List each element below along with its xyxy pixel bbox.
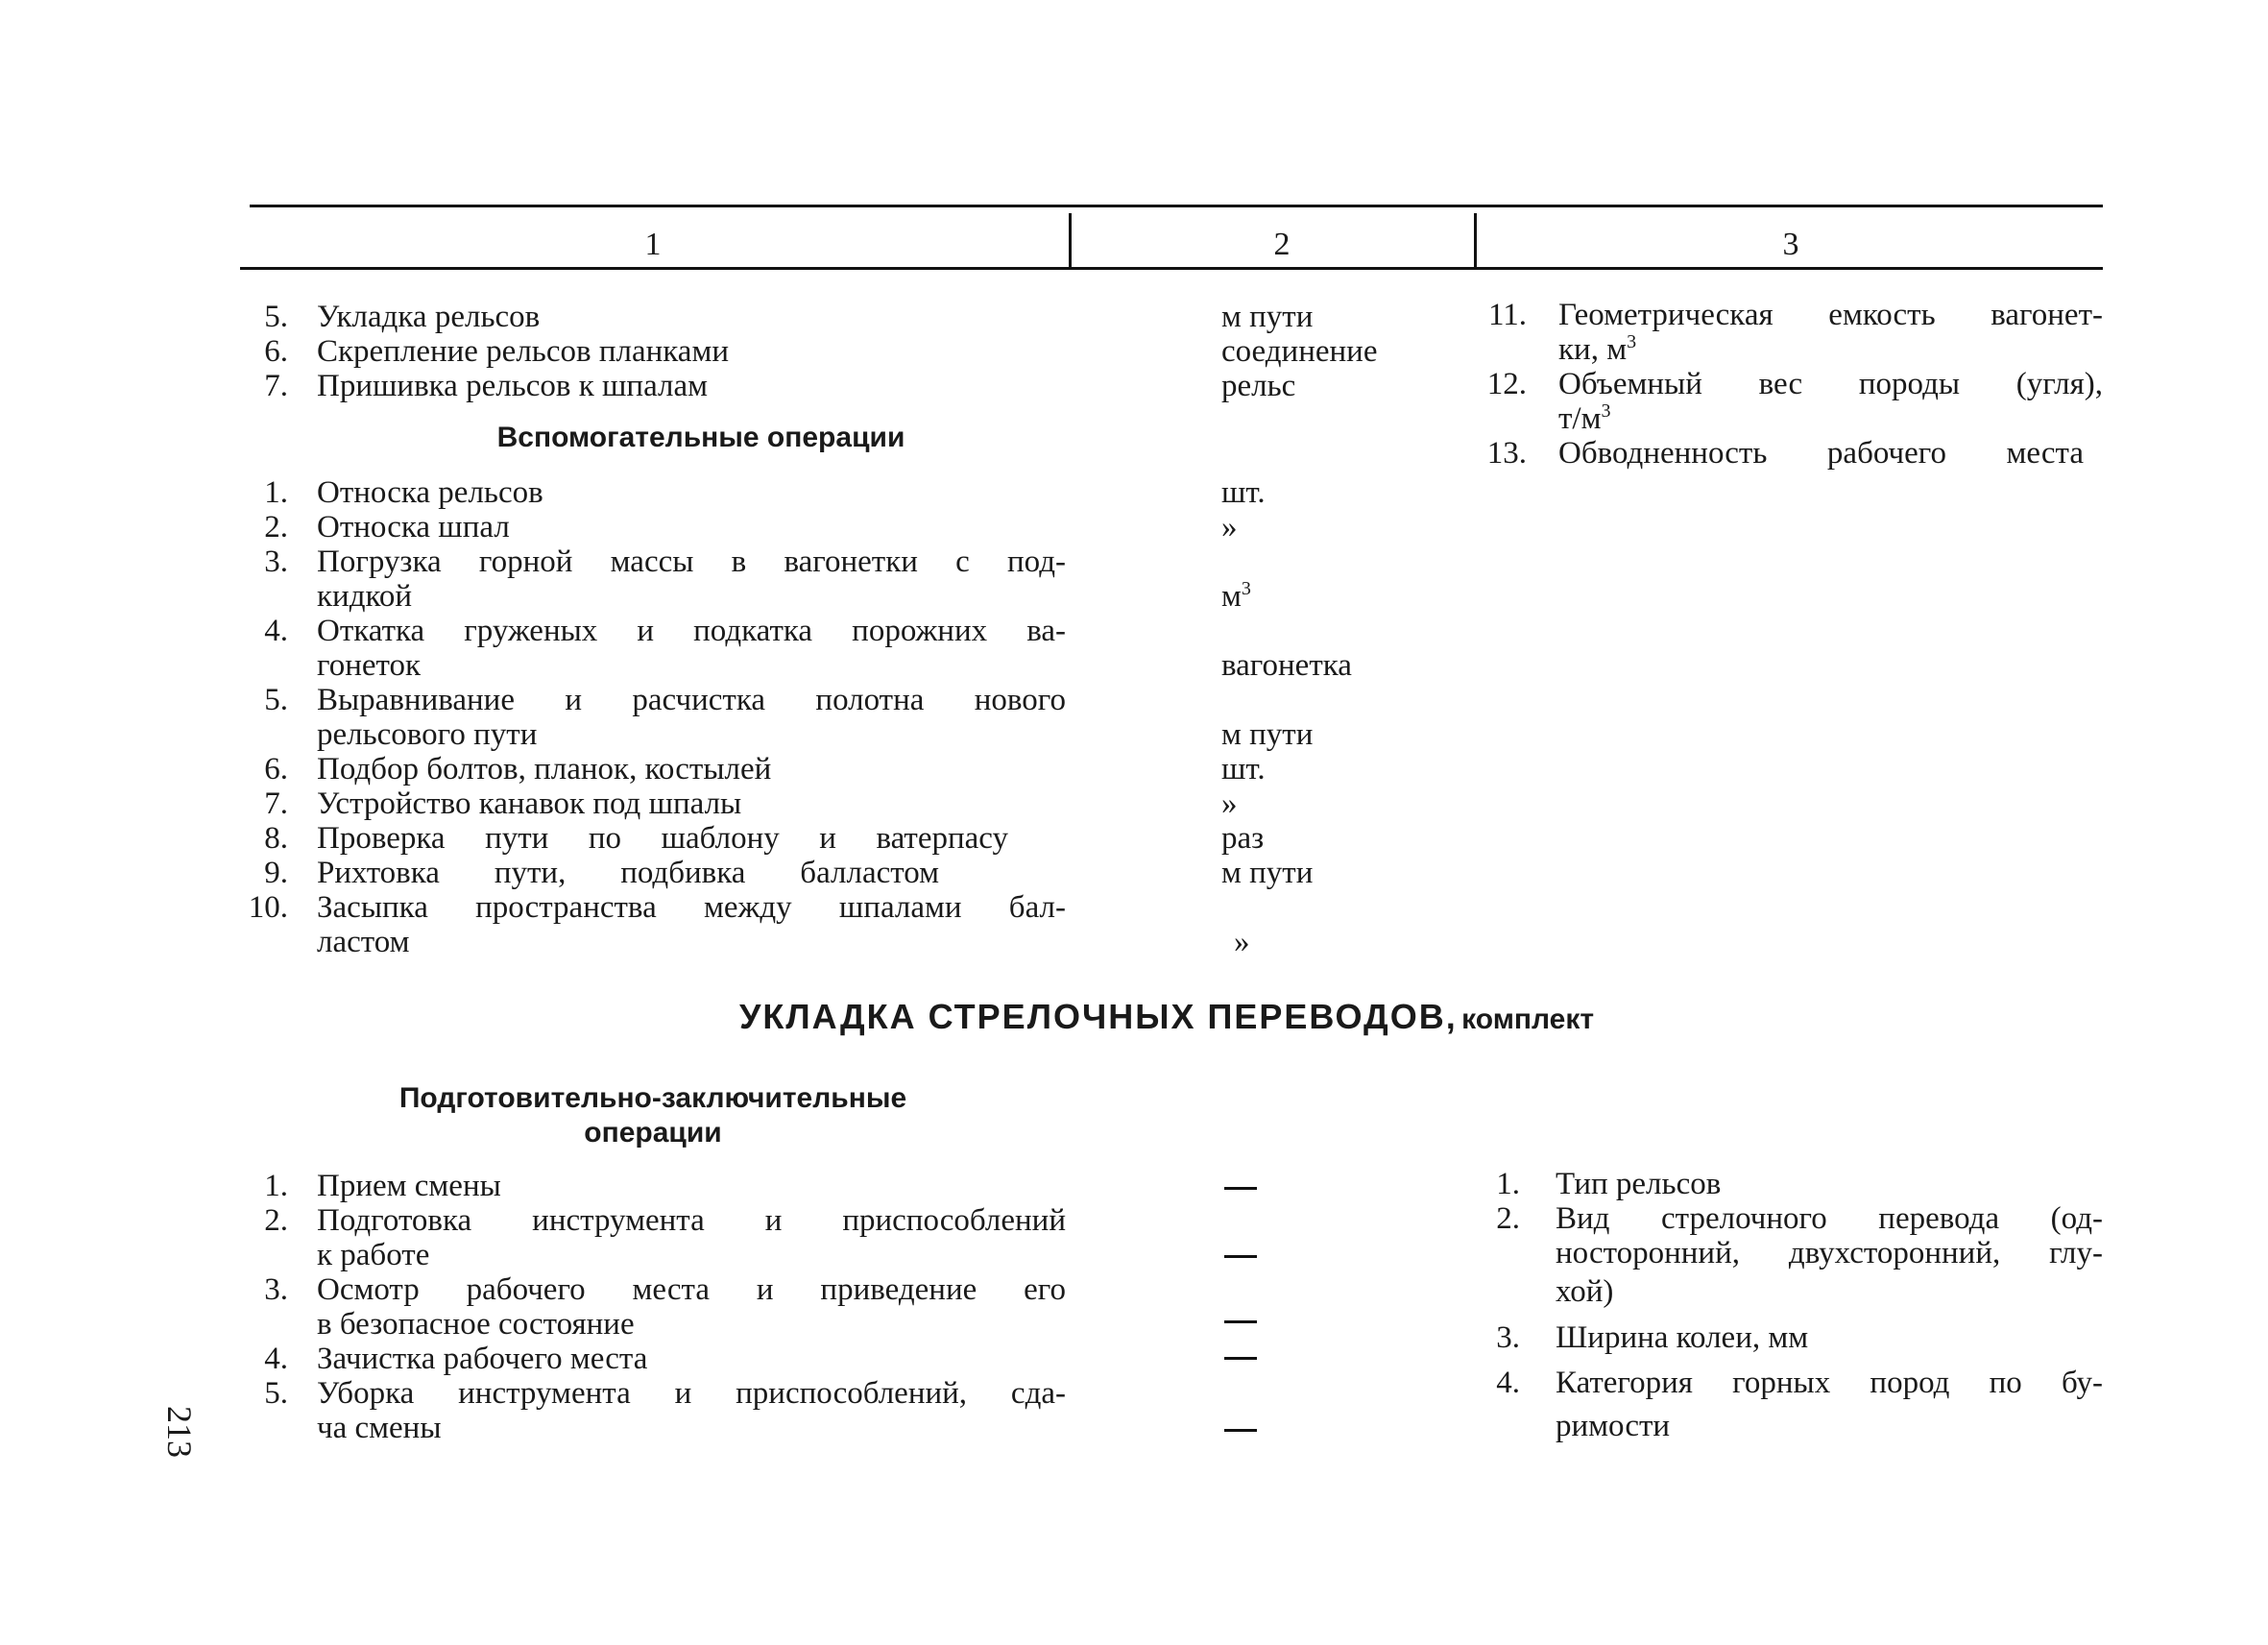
aux-text: Подбор болтов, планок, костылей xyxy=(317,752,772,786)
aux-unit xyxy=(1221,579,1251,614)
page-number: 213 xyxy=(160,1406,199,1458)
prep-unit-dash xyxy=(1224,1429,1257,1432)
prep-text: Подготовка инструмента и приспособлений xyxy=(317,1203,1066,1238)
prep-number: 1. xyxy=(264,1169,288,1203)
op-text: Укладка рельсов xyxy=(317,300,541,334)
aux-text: Рихтовка пути, подбивка балластом xyxy=(317,856,939,890)
aux-unit: м пути xyxy=(1221,856,1314,890)
aux-number: 6. xyxy=(264,752,288,786)
aux-number: 7. xyxy=(264,786,288,821)
prep-ops-heading-line2: операции xyxy=(584,1117,722,1149)
aux-text: Относка рельсов xyxy=(317,475,543,510)
op-number: 6. xyxy=(264,334,288,369)
aux-number: 1. xyxy=(264,475,288,510)
aux-number: 9. xyxy=(264,856,288,890)
section-title xyxy=(739,997,1594,1037)
aux-text: Засыпка пространства между шпалами бал- xyxy=(317,890,1066,925)
aux-unit: раз xyxy=(1221,821,1265,856)
factor-text: Тип рельсов xyxy=(1556,1167,1722,1201)
prep-ops-heading-line1: Подготовительно-заключительные xyxy=(398,1082,907,1114)
aux-unit: м пути xyxy=(1221,717,1314,752)
prep-text: ча смены xyxy=(317,1411,442,1445)
factor-number: 13. xyxy=(1486,436,1527,471)
prep-number: 5. xyxy=(264,1376,288,1411)
aux-text: ластом xyxy=(317,925,410,959)
aux-ops-heading: Вспомогательные операции xyxy=(496,422,905,453)
aux-unit: шт. xyxy=(1221,475,1266,510)
op-number: 5. xyxy=(264,300,288,334)
aux-text: Относка шпал xyxy=(317,510,510,544)
prep-text: к работе xyxy=(317,1238,430,1272)
col-divider-1 xyxy=(1069,213,1072,269)
factor-number: 12. xyxy=(1486,367,1527,401)
aux-text: Устройство канавок под шпалы xyxy=(317,786,742,821)
aux-text: кидкой xyxy=(317,579,412,614)
factor-number: 4. xyxy=(1496,1366,1520,1400)
factor-text: Категория горных пород по бу- xyxy=(1556,1366,2103,1400)
factor-text-base: ки, м xyxy=(1558,332,1628,367)
aux-text: Проверка пути по шаблону и ватерпасу xyxy=(317,821,1008,856)
factor-text: Геометрическая емкость вагонет- xyxy=(1558,298,2103,332)
aux-number: 4. xyxy=(264,614,288,648)
aux-unit: » xyxy=(1234,925,1250,959)
aux-text: рельсового пути xyxy=(317,717,538,752)
factor-text xyxy=(1558,401,1610,436)
prep-text: Зачистка рабочего места xyxy=(317,1342,648,1376)
aux-unit-base: м xyxy=(1221,579,1242,614)
op-number: 7. xyxy=(264,369,288,403)
op-unit: м пути xyxy=(1221,300,1314,334)
col-divider-2 xyxy=(1474,213,1477,269)
prep-number: 4. xyxy=(264,1342,288,1376)
factor-text-base: т/м xyxy=(1558,401,1602,436)
op-unit: соединение xyxy=(1221,334,1378,369)
prep-text: в безопасное состояние xyxy=(317,1307,635,1342)
aux-unit: » xyxy=(1221,786,1238,821)
table-top-rule xyxy=(250,205,2103,207)
aux-number: 10. xyxy=(248,890,288,925)
aux-unit: » xyxy=(1221,510,1238,544)
op-text: Скрепление рельсов планками xyxy=(317,334,729,369)
factor-text: римости xyxy=(1556,1409,1671,1443)
aux-number: 2. xyxy=(264,510,288,544)
factor-text xyxy=(1558,332,1636,367)
aux-unit: шт. xyxy=(1221,752,1266,786)
prep-number: 3. xyxy=(264,1272,288,1307)
aux-number: 5. xyxy=(264,683,288,717)
section-title-unit: комплект xyxy=(1461,1004,1595,1035)
column-header-3: 3 xyxy=(1782,227,1799,262)
factor-number: 3. xyxy=(1496,1320,1520,1355)
aux-unit: вагонетка xyxy=(1221,648,1352,683)
factor-number: 1. xyxy=(1496,1167,1520,1201)
prep-text: Уборка инструмента и приспособлений, сда- xyxy=(317,1376,1066,1411)
factor-text: Объемный вес породы (угля), xyxy=(1558,367,2103,401)
aux-text: гонеток xyxy=(317,648,422,683)
column-header-1: 1 xyxy=(644,227,662,262)
factor-text: носторонний, двухсторонний, глу- xyxy=(1556,1236,2103,1270)
factor-text: Вид стрелочного перевода (од- xyxy=(1556,1201,2103,1236)
op-unit: рельс xyxy=(1221,369,1296,403)
factor-sup: 3 xyxy=(1601,400,1611,422)
factor-number: 11. xyxy=(1487,298,1527,332)
factor-text: хой) xyxy=(1556,1274,1614,1309)
aux-text: Выравнивание и расчистка полотна нового xyxy=(317,683,1066,717)
aux-unit-sup: 3 xyxy=(1241,578,1251,599)
column-header-2: 2 xyxy=(1273,227,1291,262)
prep-number: 2. xyxy=(264,1203,288,1238)
prep-unit-dash xyxy=(1224,1187,1257,1190)
aux-number: 3. xyxy=(264,544,288,579)
section-title-main: УКЛАДКА СТРЕЛОЧНЫХ ПЕРЕВОДОВ, xyxy=(739,997,1458,1036)
op-text: Пришивка рельсов к шпалам xyxy=(317,369,709,403)
aux-text: Погрузка горной массы в вагонетки с под- xyxy=(317,544,1066,579)
aux-text: Откатка груженых и подкатка порожних ва- xyxy=(317,614,1066,648)
prep-unit-dash xyxy=(1224,1320,1257,1323)
factor-text: Ширина колеи, мм xyxy=(1556,1320,1809,1355)
factor-sup: 3 xyxy=(1627,331,1637,352)
prep-unit-dash xyxy=(1224,1357,1257,1360)
aux-number: 8. xyxy=(264,821,288,856)
prep-text: Осмотр рабочего места и приведение его xyxy=(317,1272,1066,1307)
factor-number: 2. xyxy=(1496,1201,1520,1236)
prep-text: Прием смены xyxy=(317,1169,501,1203)
table-header-rule xyxy=(240,267,2103,270)
factor-text: Обводненность рабочего места xyxy=(1558,436,2084,471)
prep-unit-dash xyxy=(1224,1255,1257,1258)
